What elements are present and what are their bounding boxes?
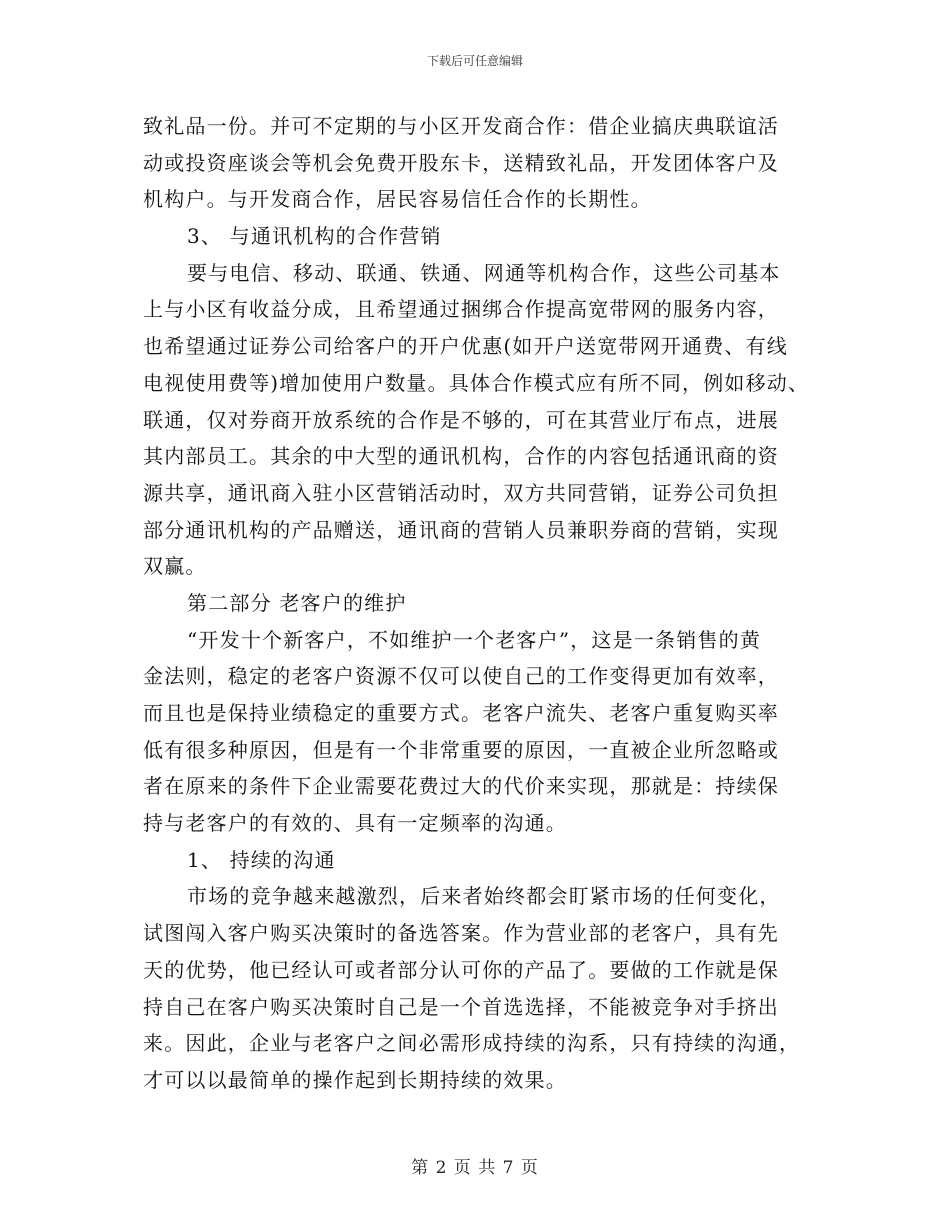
text-line: 者在原来的条件下企业需要花费过大的代价来实现，那就是：持续保: [143, 774, 779, 799]
text-line: 试图闯入客户购买决策时的备选答案。作为营业部的老客户，具有先: [143, 921, 779, 946]
text-line: 双赢。: [143, 554, 207, 579]
page-footer: 第 2 页 共 7 页: [411, 1158, 539, 1178]
section-heading: 1、 持续的沟通: [187, 847, 336, 872]
text-line: 致礼品一份。并可不定期的与小区开发商合作：借企业搞庆典联谊活: [143, 114, 779, 138]
text-line: 部分通讯机构的产品赠送，通讯商的营销人员兼职券商的营销，实现: [143, 517, 779, 542]
text-line: 电视使用费等)增加使用户数量。具体合作模式应有所不同，例如移动、: [143, 370, 810, 395]
text-line: 上与小区有收益分成，且希望通过捆绑合作提高宽带网的服务内容，: [143, 297, 779, 322]
text-line: 天的优势，他已经认可或者部分认可你的产品了。要做的工作就是保: [143, 957, 779, 982]
text-line: 要与电信、移动、联通、铁通、网通等机构合作，这些公司基本: [187, 260, 781, 285]
text-line: 也希望通过证券公司给客户的开户优惠(如开户送宽带网开通费、有线: [143, 334, 789, 359]
text-line: 来。因此，企业与老客户之间必需形成持续的沟系，只有持续的沟通，: [143, 1031, 801, 1056]
document-body: [143, 108, 823, 1099]
text-line: 源共享，通讯商入驻小区营销活动时，双方共同营销，证券公司负担: [143, 480, 779, 505]
text-line: 联通，仅对券商开放系统的合作是不够的，可在其营业厅布点，进展: [143, 407, 779, 432]
text-line: 市场的竞争越来越激烈，后来者始终都会盯紧市场的任何变化，: [187, 884, 781, 909]
section-heading: 3、 与通讯机构的合作营销: [187, 224, 442, 249]
page-header: 下载后可任意编辑: [426, 54, 523, 68]
part-heading: 第二部分 老客户的维护: [187, 590, 407, 615]
text-line: 低有很多种原因，但是有一个非常重要的原因，一直被企业所忽略或: [143, 737, 779, 762]
text-line: “开发十个新客户，不如维护一个老客户”，这是一条销售的黄: [187, 627, 762, 652]
text-line: 机构户。与开发商合作，居民容易信任合作的长期性。: [143, 187, 652, 212]
text-line: 才可以以最简单的操作起到长期持续的效果。: [143, 1067, 567, 1092]
text-line: 金法则，稳定的老客户资源不仅可以使自己的工作变得更加有效率，: [143, 664, 779, 689]
text-line: 持自己在客户购买决策时自己是一个首选选择，不能被竞争对手挤出: [143, 994, 779, 1019]
text-line: 动或投资座谈会等机会免费开股东卡，送精致礼品，开发团体客户及: [143, 150, 779, 175]
text-line: 其内部员工。其余的中大型的通讯机构，合作的内容包括通讯商的资: [143, 444, 779, 469]
text-line: 持与老客户的有效的、具有一定频率的沟通。: [143, 811, 567, 836]
text-line: 而且也是保持业绩稳定的重要方式。老客户流失、老客户重复购买率: [143, 701, 779, 725]
